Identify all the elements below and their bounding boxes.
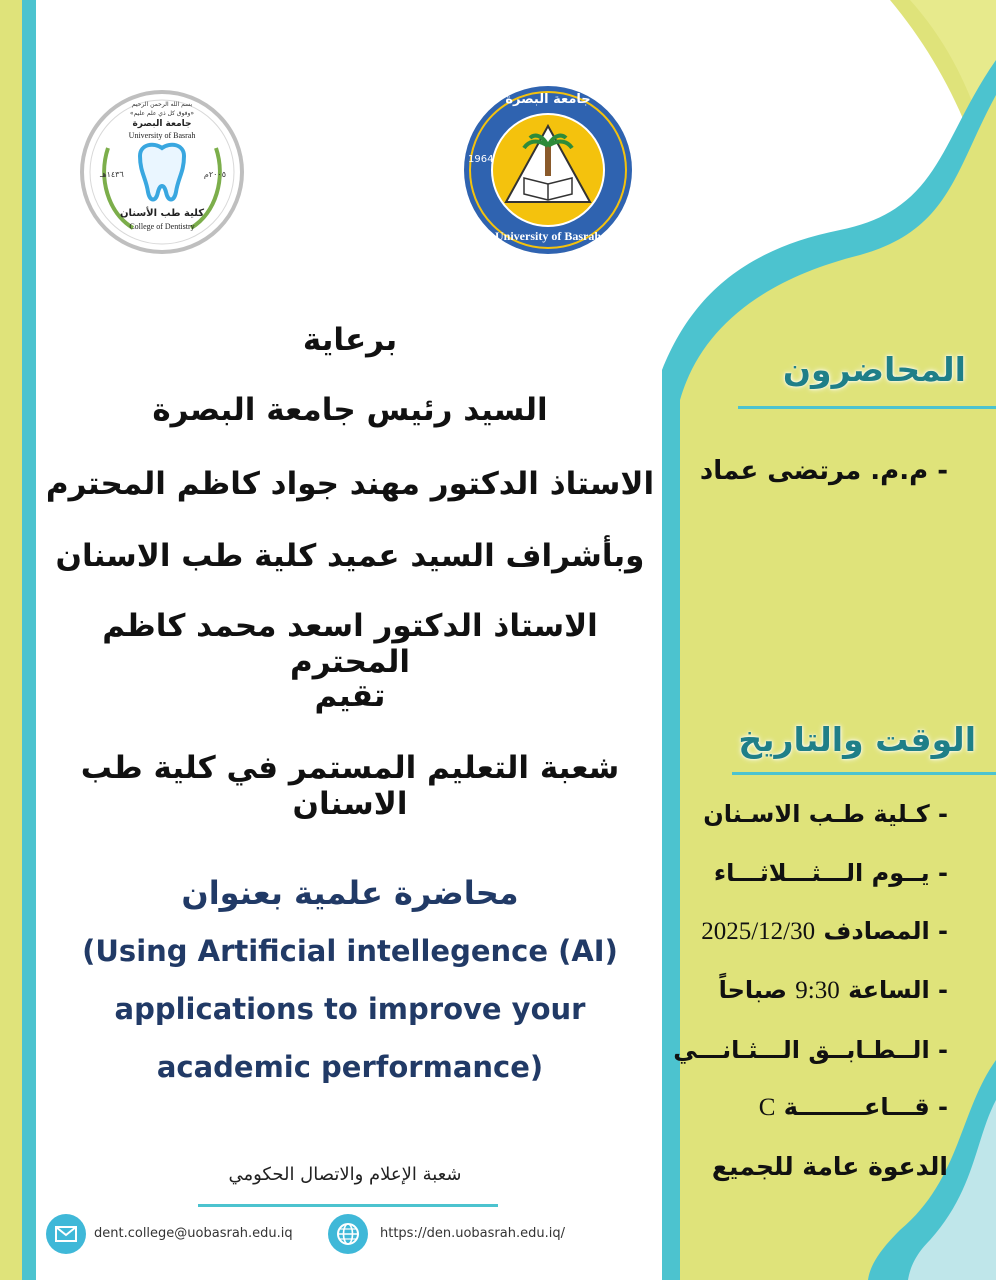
email-link[interactable]: dent.college@uobasrah.edu.iq xyxy=(94,1226,293,1241)
schedule-date xyxy=(701,917,948,946)
schedule-invite: الدعوة عامة للجميع xyxy=(711,1152,948,1181)
lecturer-item: - م.م. مرتضى عماد xyxy=(699,456,948,486)
dentistry-logo-uni-ar: جامعة البصرة xyxy=(132,119,192,129)
schedule-time-value: 9:30 xyxy=(795,977,840,1004)
schedule-time-suffix: صباحاً xyxy=(718,976,787,1004)
schedule-place: - كـلية طـب الاسـنان xyxy=(703,800,948,828)
basrah-logo-year: 1964 xyxy=(468,154,494,165)
website-link[interactable]: https://den.uobasrah.edu.iq/ xyxy=(380,1226,565,1241)
schedule-hall xyxy=(759,1093,948,1122)
lecture-title-line-1: (Using Artificial intellegence (AI) xyxy=(82,934,618,968)
lecture-heading: محاضرة علمية بعنوان xyxy=(181,874,519,912)
schedule-date-value: 2025/12/30 xyxy=(701,918,816,945)
lecturers-title-underline xyxy=(738,406,996,409)
sponsorship-line-3: الاستاذ الدكتور مهند جواد كاظم المحترم xyxy=(45,466,655,502)
schedule-hall-value: C xyxy=(758,1094,776,1121)
university-of-basrah-logo xyxy=(462,84,634,256)
sponsorship-line-2: السيد رئيس جامعة البصرة xyxy=(152,392,548,428)
lecture-title-line-3: academic performance) xyxy=(156,1050,544,1084)
sponsorship-line-5: الاستاذ الدكتور اسعد محمد كاظم المحترم xyxy=(102,608,598,680)
basrah-logo-name-en: University of Basrah xyxy=(495,229,601,243)
schedule-title-underline xyxy=(732,772,996,775)
sponsorship-block xyxy=(40,310,660,822)
globe-icon xyxy=(328,1214,368,1254)
sponsorship-line-4: وبأشراف السيد عميد كلية طب الاسنان xyxy=(55,538,645,574)
sponsorship-line-6: تقيم xyxy=(314,678,386,714)
dentistry-logo-year-right: ٢٠٠٥م xyxy=(203,170,226,179)
schedule-date-label: - المصادف xyxy=(823,917,948,945)
lecturers-title: المحاضرون xyxy=(782,350,966,389)
dentistry-logo-uni-en: University of Basrah xyxy=(128,131,196,140)
basrah-logo-name-ar: جامعة البصرة xyxy=(505,92,591,107)
dentistry-logo-college-en: College of Dentistry xyxy=(129,222,195,231)
dentistry-logo-college-ar: كلية طب الأسنان xyxy=(119,208,205,219)
email-icon xyxy=(46,1214,86,1254)
sponsorship-line-7: شعبة التعليم المستمر في كلية طب الاسنان xyxy=(80,750,620,822)
schedule-time-label: - الساعة xyxy=(848,976,948,1004)
dentistry-logo-year-left: ١٤٣٦هـ xyxy=(100,170,124,179)
dentistry-logo-basmala: بسم الله الرحمن الرحيم xyxy=(131,101,193,108)
college-of-dentistry-logo xyxy=(78,88,246,256)
dentistry-logo-verse: «وفوق كل ذي علم عليم» xyxy=(129,110,195,117)
sponsorship-line-1: برعاية xyxy=(302,322,398,358)
schedule-hall-label: - قـــاعــــــــة xyxy=(783,1093,948,1121)
schedule-time xyxy=(719,976,948,1005)
media-department-label: شعبة الإعلام والاتصال الحكومي xyxy=(228,1164,462,1185)
lecture-title-line-2: applications to improve your xyxy=(114,992,586,1026)
schedule-day: - يــوم الـــثـــلاثـــاء xyxy=(713,859,948,887)
footer-underline xyxy=(198,1204,498,1207)
schedule-title: الوقت والتاريخ xyxy=(738,720,976,759)
schedule-floor: - الــطـابــق الـــثـانـــي xyxy=(673,1036,948,1064)
